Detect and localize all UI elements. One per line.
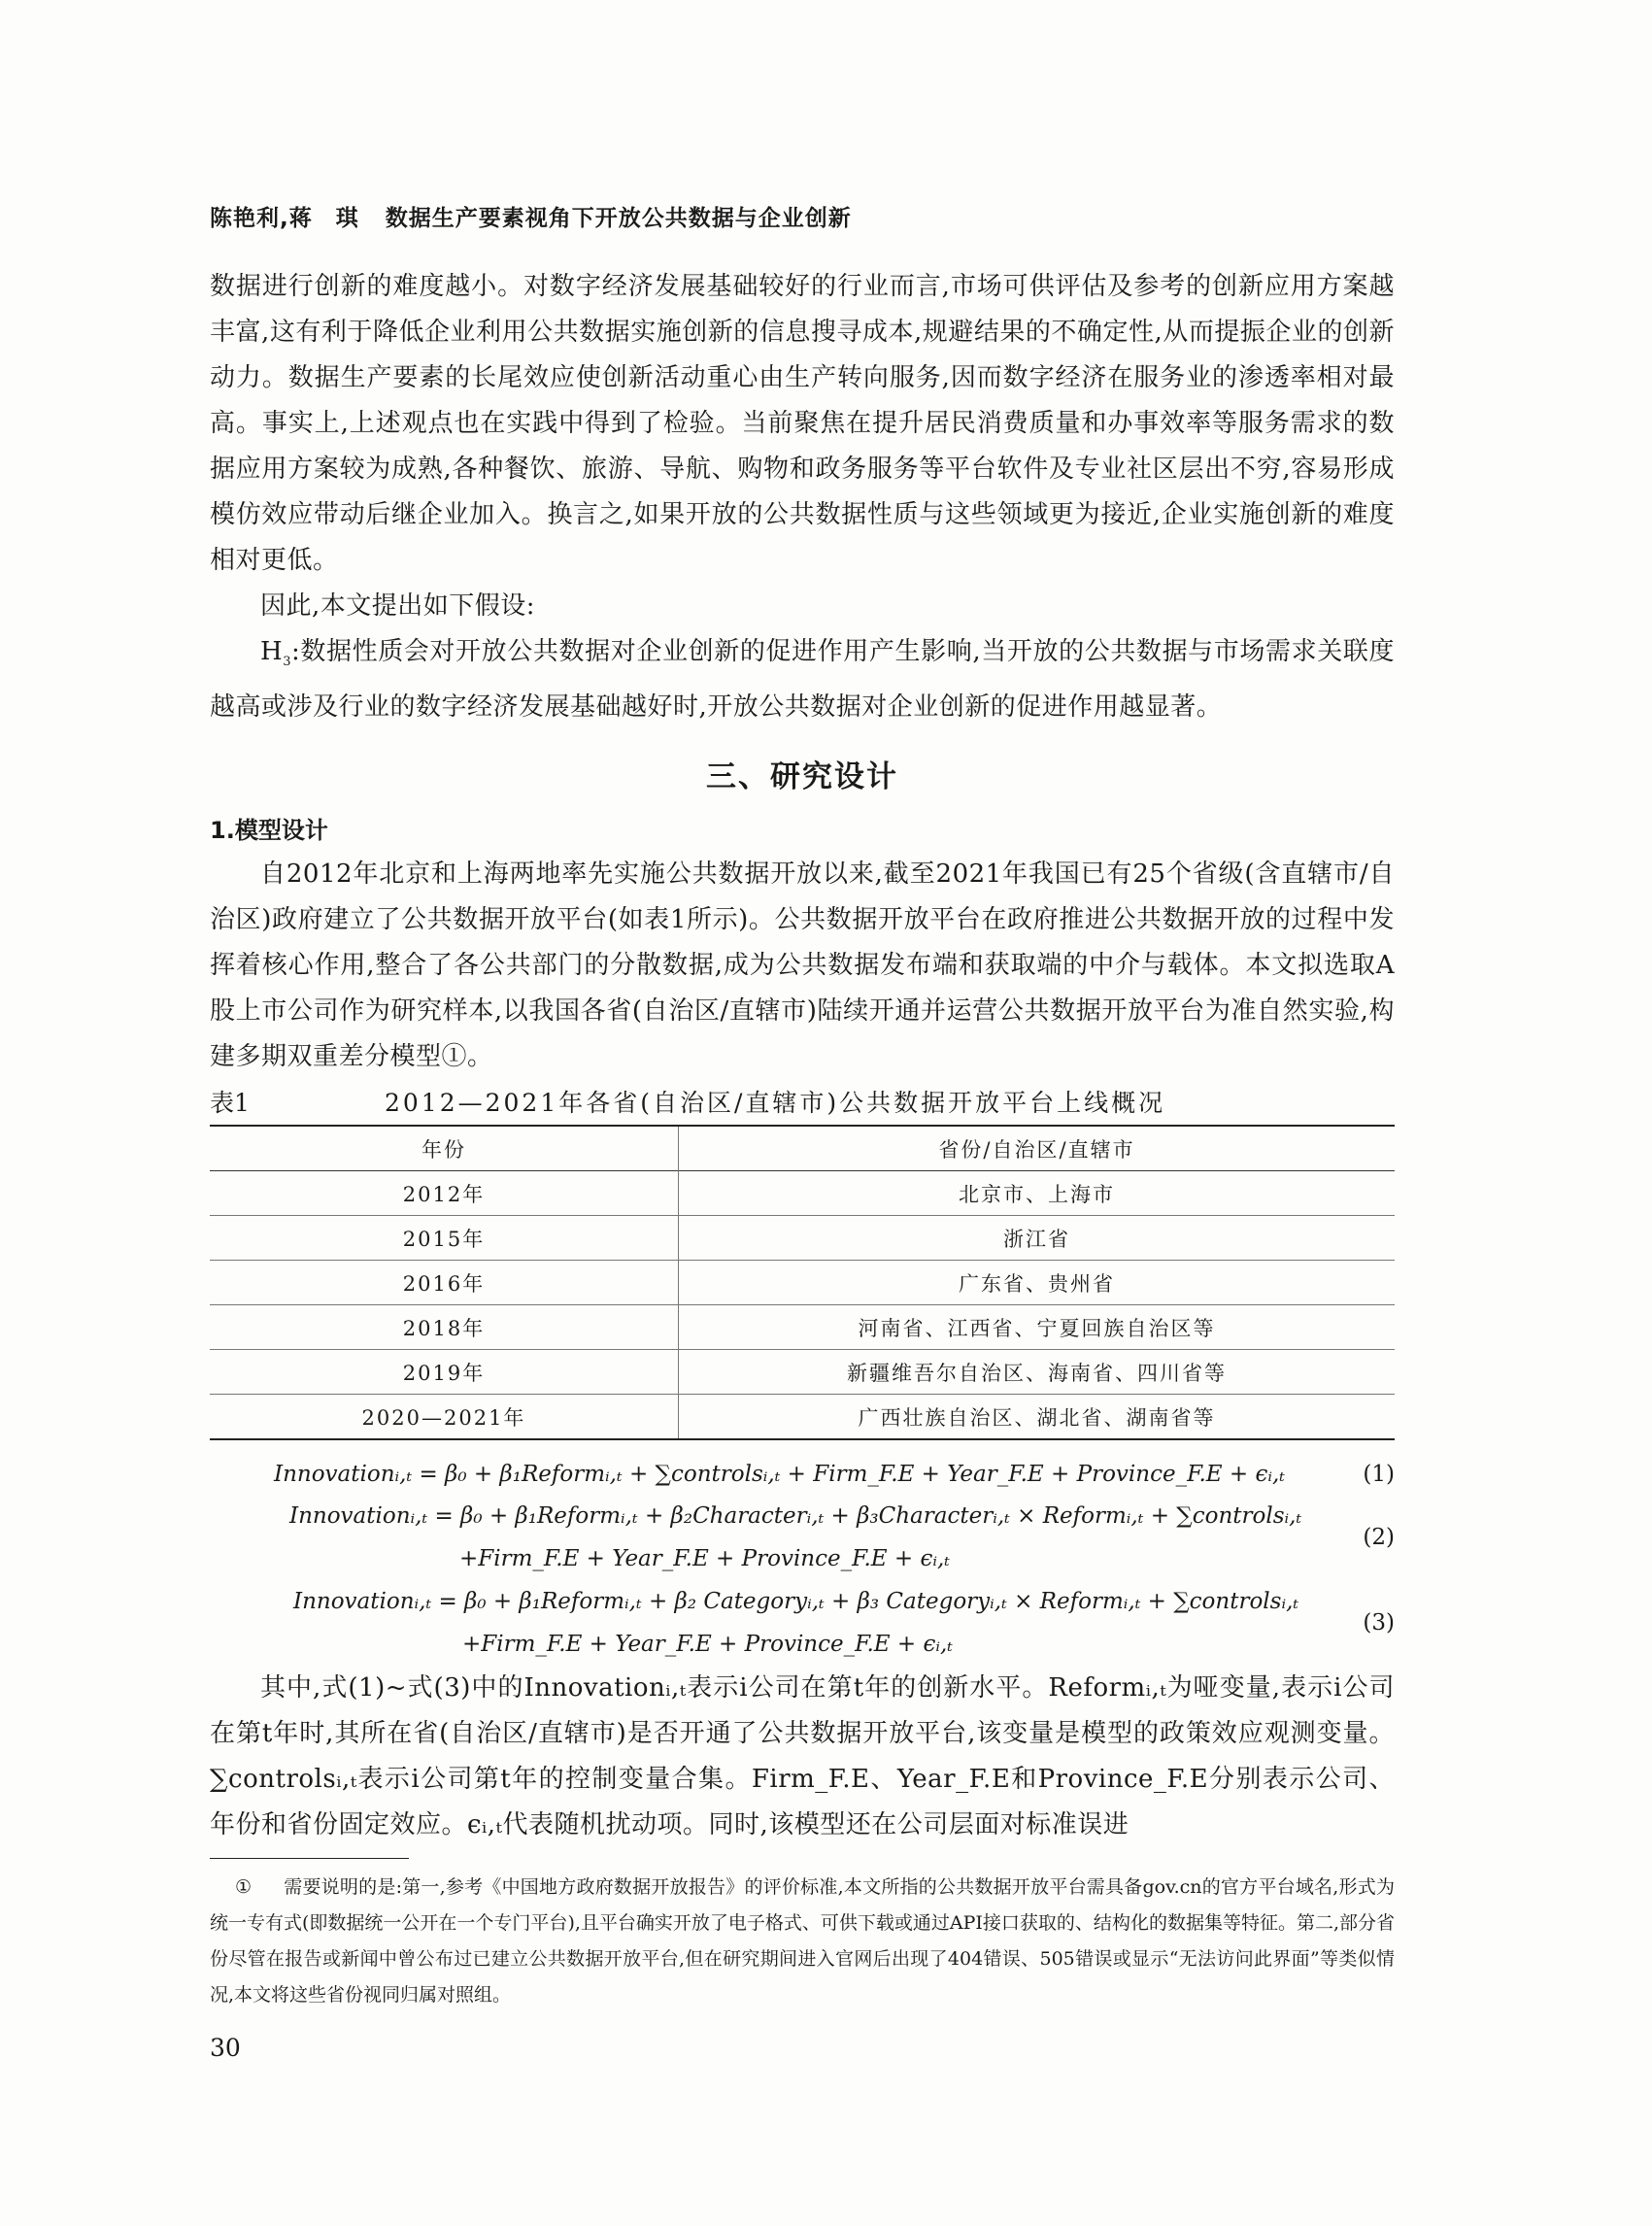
footnote-divider <box>210 1858 409 1859</box>
equation-3-number: (3) <box>1363 1610 1395 1636</box>
page-number: 30 <box>210 2034 241 2062</box>
cell-year: 2018年 <box>210 1305 679 1350</box>
cell-year: 2020—2021年 <box>210 1395 679 1440</box>
footnote-mark: ① <box>235 1876 253 1898</box>
subsection-heading: 1.模型设计 <box>210 817 328 845</box>
table-caption <box>210 1082 1395 1121</box>
table-number: 表1 <box>210 1089 250 1118</box>
paragraph-1: 数据进行创新的难度越小。对数字经济发展基础较好的行业而言,市场可供评估及参考的创新应用方案越丰富,这有利于降低企业利用公共数据实施创新的信息搜寻成本,规避结果的不确定性,从而提振企业的创新动力。数据生产要素的长尾效应使创新活动重心由生产转向服务,因而数字经济在服务业的渗透率相对最高。事实上,上述观点也在实践中得到了检验。当前聚焦在提升居民消费质量和办事效率等服务需求的数据应用方案较为成熟,各种餐饮、旅游、导航、购物和政务服务等平台软件及专业社区层出不穷,容易形成模仿效应带动后继企业加入。换言之,如果开放的公共数据性质与这些领域更为接近,企业实施创新的难度相对更低。 <box>210 272 1395 575</box>
hypothesis-text: :数据性质会对开放公共数据对企业创新的促进作用产生影响,当开放的公共数据与市场需求关联度越高或涉及行业的数字经济发展基础越好时,开放公共数据对企业创新的促进作用越显著。 <box>210 637 1395 723</box>
paragraph-2: 因此,本文提出如下假设: <box>260 591 536 621</box>
header-authors: 陈艳利,蒋 琪 <box>210 206 359 231</box>
table-row <box>210 1171 1395 1216</box>
platform-table <box>210 1125 1395 1440</box>
cell-province: 浙江省 <box>1003 1227 1070 1251</box>
cell-province: 广西壮族自治区、湖北省、湖南省等 <box>858 1405 1216 1430</box>
header-title: 数据生产要素视角下开放公共数据与企业创新 <box>385 206 852 231</box>
equation-1 <box>210 1454 1395 1495</box>
table-row <box>210 1261 1395 1305</box>
table-row <box>210 1395 1395 1440</box>
header-province: 省份/自治区/直辖市 <box>938 1137 1135 1162</box>
equation-1-text: Innovationᵢ,ₜ = β₀ + β₁Reformᵢ,ₜ + ∑controlsᵢ,ₜ + Firm_F.E + Year_F.E + Province_F.E + ϵᵢ,ₜ <box>274 1462 1285 1488</box>
equation-2-line1: Innovationᵢ,ₜ = β₀ + β₁Reformᵢ,ₜ + β₂Characterᵢ,ₜ + β₃Characterᵢ,ₜ × Reformᵢ,ₜ + ∑controlsᵢ,ₜ <box>289 1503 1302 1530</box>
equation-3-line1: Innovationᵢ,ₜ = β₀ + β₁Reformᵢ,ₜ + β₂ Categoryᵢ,ₜ + β₃ Categoryᵢ,ₜ × Reformᵢ,ₜ + ∑controlsᵢ,ₜ <box>293 1589 1299 1615</box>
footnote-text: 需要说明的是:第一,参考《中国地方政府数据开放报告》的评价标准,本文所指的公共数据开放平台需具备gov.cn的官方平台域名,形式为统一专有式(即数据统一公开在一个专门平台),且平台确实开放了电子格式、可供下载或通过API接口获取的、结构化的数据集等特征。第二,部分省份尽管在报告或新闻中曾公布过已建立公共数据开放平台,但在研究期间进入官网后出现了404错误、505错误或显示“无法访问此界面”等类似情况,本文将这些省份视同归属对照组。 <box>210 1876 1395 2006</box>
equation-3-line2: +Firm_F.E + Year_F.E + Province_F.E + ϵᵢ,ₜ <box>462 1632 953 1658</box>
table-row <box>210 1350 1395 1395</box>
equation-1-number: (1) <box>1363 1462 1395 1488</box>
equation-2 <box>210 1495 1395 1580</box>
cell-province: 新疆维吾尔自治区、海南省、四川省等 <box>847 1361 1227 1385</box>
cell-province: 广东省、贵州省 <box>959 1271 1115 1296</box>
table-row <box>210 1305 1395 1350</box>
hypothesis-3 <box>210 629 1395 730</box>
hypothesis-label: H <box>260 637 284 666</box>
cell-province: 北京市、上海市 <box>959 1182 1115 1206</box>
cell-province: 河南省、江西省、宁夏回族自治区等 <box>858 1316 1216 1340</box>
header-year: 年份 <box>210 1126 679 1171</box>
paragraph-5: 其中,式(1)~式(3)中的Innovationᵢ,ₜ表示i公司在第t年的创新水平。Reformᵢ,ₜ为哑变量,表示i公司在第t年时,其所在省(自治区/直辖市)是否开通了公共数据开放平台,该变量是模型的政策效应观测变量。∑controlsᵢ,ₜ表示i公司第t年的控制变量合集。Firm_F.E、Year_F.E和Province_F.E分别表示公司、年份和省份固定效应。ϵᵢ,ₜ代表随机扰动项。同时,该模型还在公司层面对标准误进 <box>210 1673 1395 1840</box>
running-header <box>210 200 869 232</box>
equation-2-number: (2) <box>1363 1525 1395 1551</box>
paragraph-4: 自2012年北京和上海两地率先实施公共数据开放以来,截至2021年我国已有25个省级(含直辖市/自治区)政府建立了公共数据开放平台(如表1所示)。公共数据开放平台在政府推进公共数据开放的过程中发挥着核心作用,整合了各公共部门的分散数据,成为公共数据发布端和获取端的中介与载体。本文拟选取A股上市公司作为研究样本,以我国各省(自治区/直辖市)陆续开通并运营公共数据开放平台为准自然实验,构建多期双重差分模型①。 <box>210 860 1395 1072</box>
footnote <box>210 1870 1395 2013</box>
cell-year: 2016年 <box>210 1261 679 1305</box>
table-title: 2012—2021年各省(自治区/直辖市)公共数据开放平台上线概况 <box>385 1089 1166 1118</box>
main-body <box>210 264 1395 1848</box>
cell-year: 2019年 <box>210 1350 679 1395</box>
section-heading: 三、研究设计 <box>706 759 898 795</box>
equation-3 <box>210 1580 1395 1666</box>
equation-2-line2: +Firm_F.E + Year_F.E + Province_F.E + ϵᵢ,ₜ <box>459 1546 950 1572</box>
cell-year: 2015年 <box>210 1216 679 1261</box>
hypothesis-subscript: 3 <box>283 655 291 670</box>
table-header-row <box>210 1126 1395 1171</box>
table-row <box>210 1216 1395 1261</box>
cell-year: 2012年 <box>210 1171 679 1216</box>
